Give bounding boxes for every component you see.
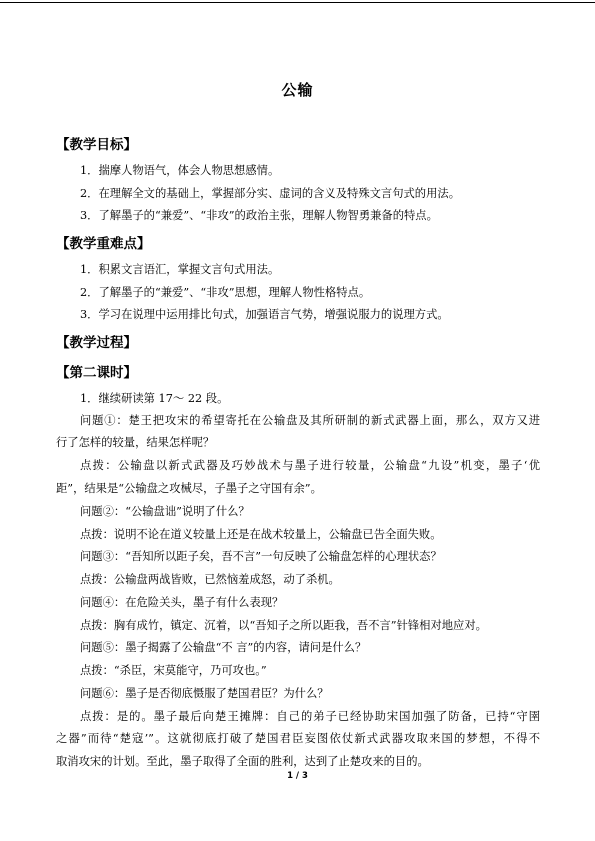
body-line: 点拨：公输盘以新式武器及巧妙战术与墨子进行较量，公输盘“九设”机变，墨子‘优 <box>80 459 540 472</box>
body-line: 点拨：胸有成竹，镇定、沉着，以“吾知子之所以距我，吾不言”针锋相对地应对。 <box>80 619 487 632</box>
goal-item-2: 2．在理解全文的基础上，掌握部分实、虚词的含义及特殊文言句式的用法。 <box>80 187 460 200</box>
body-line: 点拨：公输盘两战皆败，已然恼羞成怒，动了杀机。 <box>80 573 340 586</box>
page-number: 1 / 3 <box>287 771 308 781</box>
heading-process: 【教学过程】 <box>56 335 137 351</box>
body-line: 1．继续研读第 17～ 22 段。 <box>80 392 229 405</box>
heading-goals: 【教学目标】 <box>56 137 137 153</box>
key-point-item-2: 2．了解墨子的“兼爱”、“非攻”思想，理解人物性格特点。 <box>80 286 371 299</box>
key-point-item-1: 1．积累文言语汇，掌握文言句式用法。 <box>80 263 280 276</box>
heading-key-points: 【教学重难点】 <box>56 236 151 252</box>
body-line: 问题③：“吾知所以距子矣，吾不言”一句反映了公输盘怎样的心理状态？ <box>80 550 442 563</box>
top-rule <box>0 2 595 3</box>
body-line: 问题①：楚王把攻宋的希望寄托在公输盘及其所研制的新式武器上面，那么，双方又进 <box>80 414 540 427</box>
body-line: 行了怎样的较量，结果怎样呢？ <box>56 436 215 449</box>
body-line: 点拨：说明不论在道义较量上还是在战术较量上，公输盘已告全面失败。 <box>80 528 442 541</box>
body-line: 取消攻宋的计划。至此，墨子取得了全面的胜利，达到了止楚攻来的目的。 <box>56 755 429 768</box>
key-point-item-3: 3．学习在说理中运用排比句式，加强语言气势，增强说服力的说理方式。 <box>80 308 449 321</box>
body-line: 问题④：在危险关头，墨子有什么表现？ <box>80 596 284 609</box>
body-line: 点拨：是的。墨子最后向楚王摊牌：自己的弟子已经协助宋国加强了防备，已持“守圉 <box>80 710 540 723</box>
body-line: 问题⑥：墨子是否彻底慑服了楚国君臣？为什么？ <box>80 687 329 700</box>
heading-lesson2: 【第二课时】 <box>56 365 137 381</box>
goal-item-3: 3．了解墨子的“兼爱”、“非攻”的政治主张，理解人物智勇兼备的特点。 <box>80 209 438 222</box>
body-line: 问题⑤：墨子揭露了公输盘“不 言”的内容，请问是什么？ <box>80 641 367 654</box>
body-line: 问题②：“公输盘诎”说明了什么？ <box>80 505 250 518</box>
document-title: 公输 <box>281 81 314 99</box>
body-line: 之器”而待“楚寇’”。这就彻底打破了楚国君臣妄图依仗新式武器攻取来国的梦想，不得不 <box>56 732 540 745</box>
goal-item-1: 1．揣摩人物语气，体会人物思想感情。 <box>80 164 280 177</box>
body-line: 点拨：“杀臣，宋莫能守，乃可攻也。” <box>80 664 267 677</box>
body-line: 距”，结果是“公输盘之攻械尽，子墨子之守国有余”。 <box>56 482 322 495</box>
